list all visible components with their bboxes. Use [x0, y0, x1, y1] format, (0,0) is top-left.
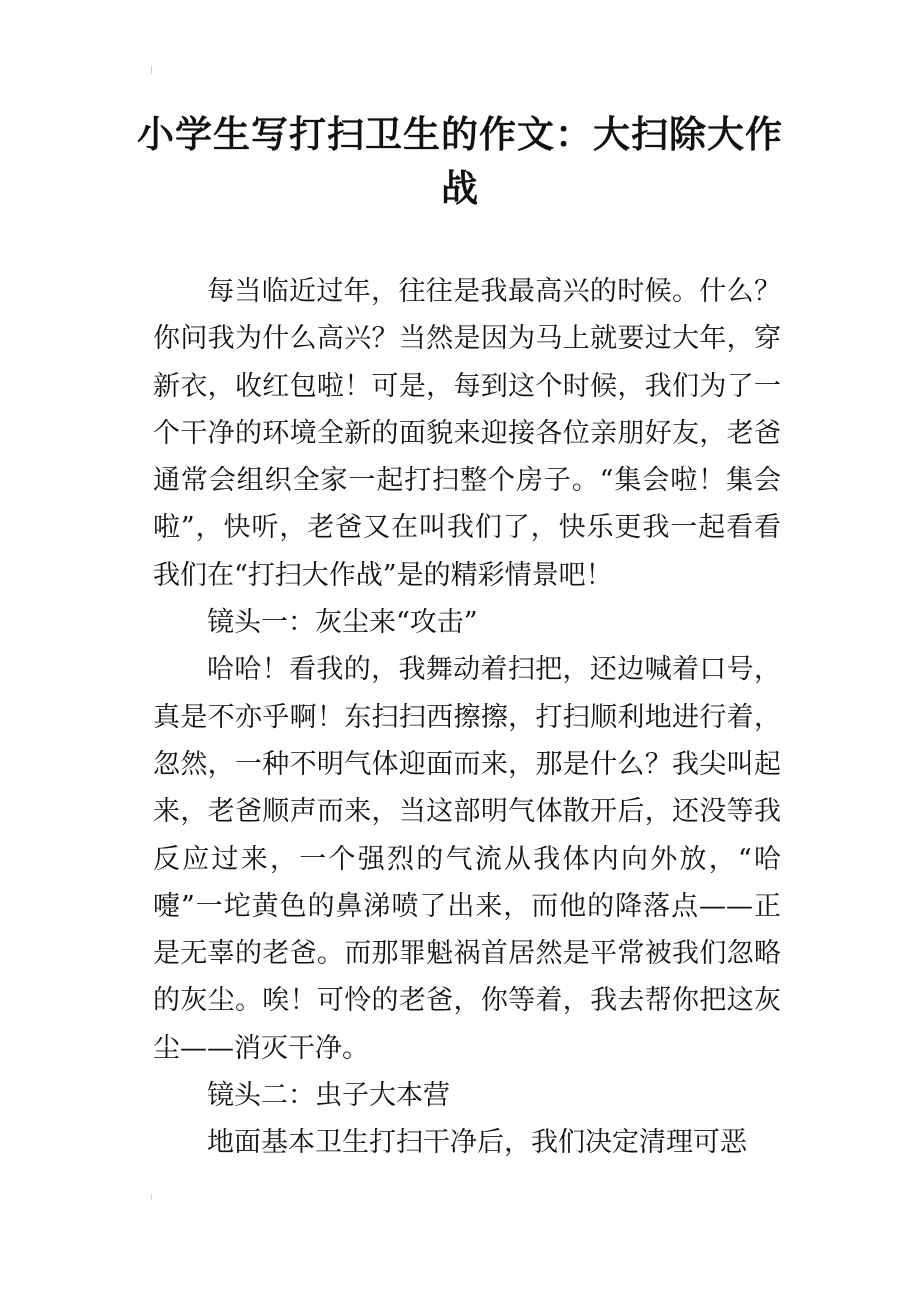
paragraph-scene-1: 哈哈！看我的，我舞动着扫把，还边喊着口号，真是不亦乎啊！东扫扫西擦擦，打扫顺利地进行着，忽然，一种不明气体迎面而来，那是什么？我尖叫起来，老爸顺声而来，当这部明气体散开后，还没等我反应过来，一个强烈的气流从我体内向外放，“哈嚏”一坨黄色的鼻涕喷了出来，而他的降落点——正是无辜的老爸。而那罪魁祸首居然是平常被我们忽略的灰尘。唉！可怜的老爸，你等着，我去帮你把这灰尘——消灭干净。: [153, 654, 781, 1064]
scan-mark-top: [151, 66, 156, 74]
document-title: 小学生写打扫卫生的作文：大扫除大作战: [137, 113, 783, 210]
paragraph-intro: 每当临近过年，往往是我最高兴的时候。什么？你问我为什么高兴？当然是因为马上就要过大年，穿新衣，收红包啦！可是，每到这个时候，我们为了一个干净的环境全新的面貌来迎接各位亲朋好友，老爸通常会组织全家一起打扫整个房子。“集会啦！集会啦”，快听，老爸又在叫我们了，快乐更我一起看看我们在“打扫大作战”是的精彩情景吧！: [153, 276, 781, 591]
section-heading-scene-1: 镜头一：灰尘来“攻击”: [207, 607, 478, 639]
paragraph-scene-2: 地面基本卫生打扫干净后，我们决定清理可恶: [207, 1127, 747, 1159]
document-body: [153, 268, 781, 1167]
section-heading-scene-2: 镜头二：虫子大本营: [207, 1080, 450, 1112]
scan-mark-bottom: [151, 1194, 156, 1200]
